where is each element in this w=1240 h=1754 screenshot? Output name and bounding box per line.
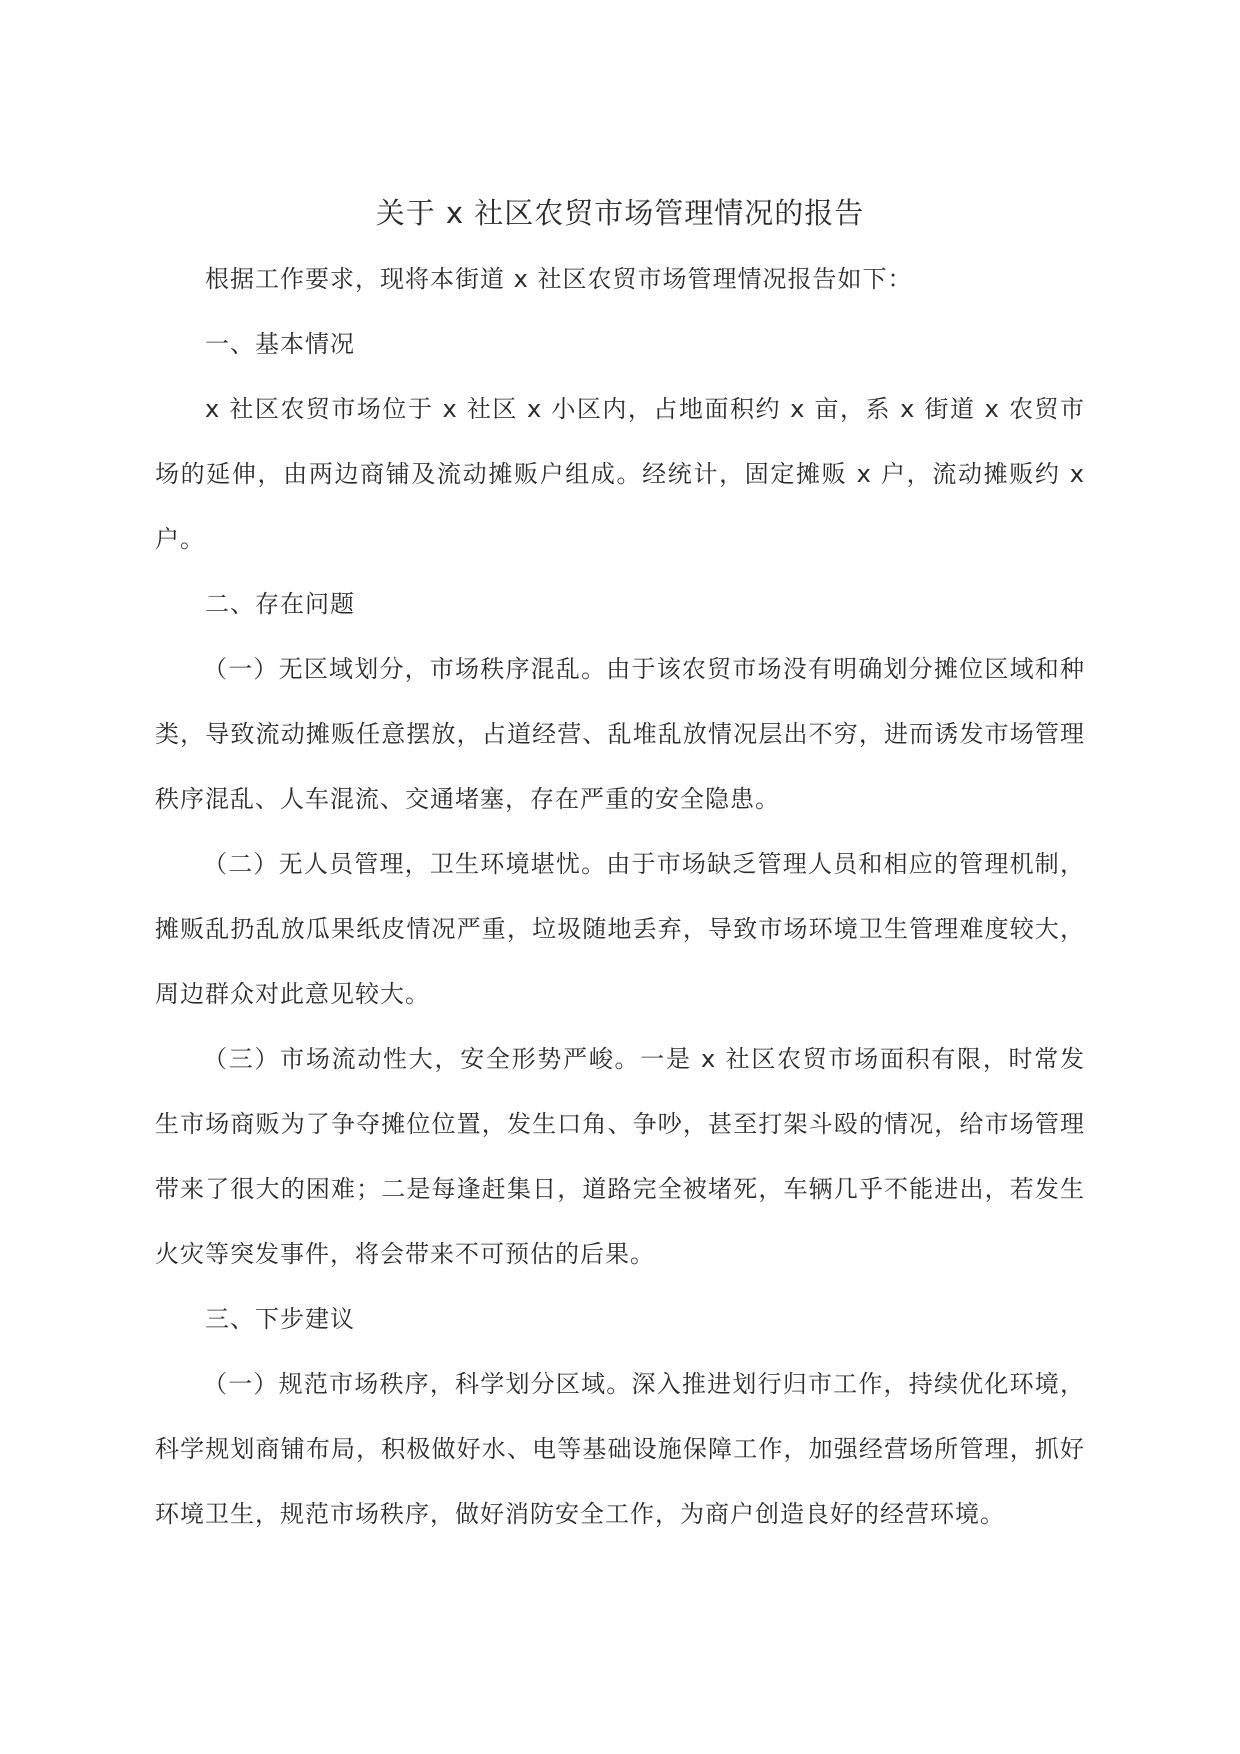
document-title: 关于 x 社区农贸市场管理情况的报告: [375, 196, 865, 230]
problem-item-2: （二）无人员管理，卫生环境堪忧。由于市场缺乏管理人员和相应的管理机制，摊贩乱扔乱放瓜果纸皮情况严重，垃圾随地丢弃，导致市场环境卫生管理难度较大，周边群众对此意见较大。: [155, 850, 1085, 1008]
problem-item-3: （三）市场流动性大，安全形势严峻。一是 x 社区农贸市场面积有限，时常发生市场商贩为了争夺摊位位置，发生口角、争吵，甚至打架斗殴的情况，给市场管理带来了很大的困难；二是每逢赶集日，道路完全被堵死，车辆几乎不能进出，若发生火灾等突发事件，将会带来不可预估的后果。: [155, 1045, 1085, 1268]
section-heading-suggestions: 三、下步建议: [205, 1305, 355, 1333]
document-page: [155, 185, 1085, 1547]
problem-item-1: （一）无区域划分，市场秩序混乱。由于该农贸市场没有明确划分摊位区域和种类，导致流动摊贩任意摆放，占道经营、乱堆乱放情况层出不穷，进而诱发市场管理秩序混乱、人车混流、交通堵塞，存在严重的安全隐患。: [155, 655, 1085, 813]
section-heading-basic: 一、基本情况: [205, 330, 355, 358]
basic-info-paragraph: x 社区农贸市场位于 x 社区 x 小区内，占地面积约 x 亩，系 x 街道 x 农贸市场的延伸，由两边商铺及流动摊贩户组成。经统计，固定摊贩 x 户，流动摊贩约 x 户。: [155, 395, 1085, 553]
intro-paragraph: 根据工作要求，现将本街道 x 社区农贸市场管理情况报告如下：: [205, 265, 913, 293]
suggestion-item-1: （一）规范市场秩序，科学划分区域。深入推进划行归市工作，持续优化环境，科学规划商铺布局，积极做好水、电等基础设施保障工作，加强经营场所管理，抓好环境卫生，规范市场秩序，做好消防安全工作，为商户创造良好的经营环境。: [155, 1370, 1085, 1528]
section-heading-problems: 二、存在问题: [205, 590, 355, 618]
